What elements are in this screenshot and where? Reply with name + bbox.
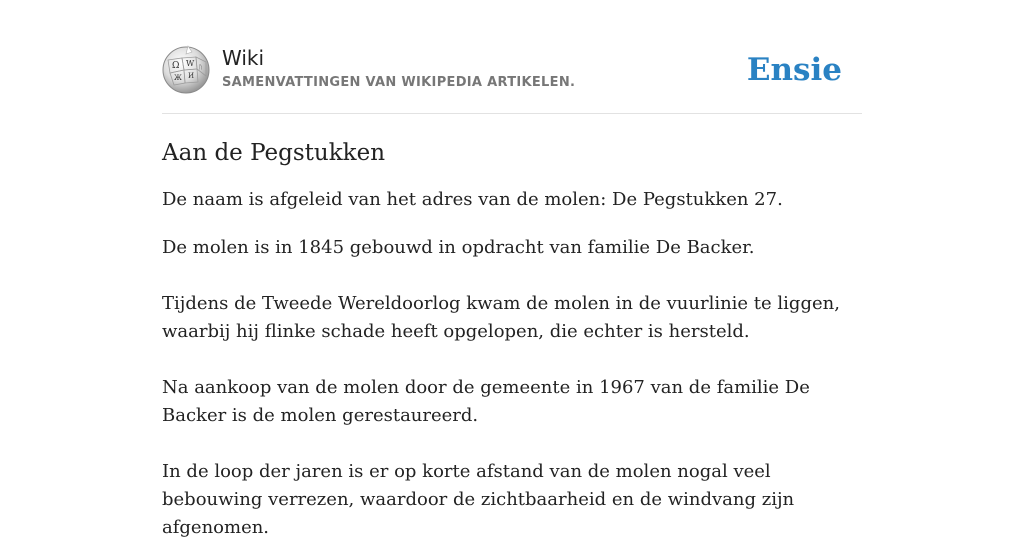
logo-glyph: W [186,59,195,68]
site-title[interactable]: Wiki [222,46,265,70]
globe-graphic [162,46,210,94]
article-paragraph: De molen is in 1845 gebouwd in opdracht van familie De Backer. [162,237,755,258]
wikipedia-globe-icon[interactable] [162,46,210,94]
page [162,0,862,538]
article-paragraph: Na aankoop van de molen door de gemeente in 1967 van de familie De Backer is de molen gerestaureerd. [162,377,810,426]
logo-glyph: И [188,72,195,80]
ensie-brand-link[interactable]: Ensie [746,52,842,88]
article [162,134,862,542]
article-title: Aan de Pegstukken [162,140,386,166]
logo-glyph: Ж [174,74,182,82]
site-tagline: SAMENVATTINGEN VAN WIKIPEDIA ARTIKELEN. [222,75,576,90]
logo-glyph: ᚢ [199,64,203,71]
logo-glyph: Ω [172,61,180,71]
article-intro: De naam is afgeleid van het adres van de molen: De Pegstukken 27. [162,189,783,210]
article-paragraph: Tijdens de Tweede Wereldoorlog kwam de molen in de vuurlinie te liggen, waarbij hij flinke schade heeft opgelopen, die echter is hersteld. [162,293,840,342]
article-paragraph: In de loop der jaren is er op korte afstand van de molen nogal veel bebouwing verrezen, waardoor de zichtbaarheid en de windvang zijn afgenomen. [162,461,795,538]
site-header [162,0,862,114]
